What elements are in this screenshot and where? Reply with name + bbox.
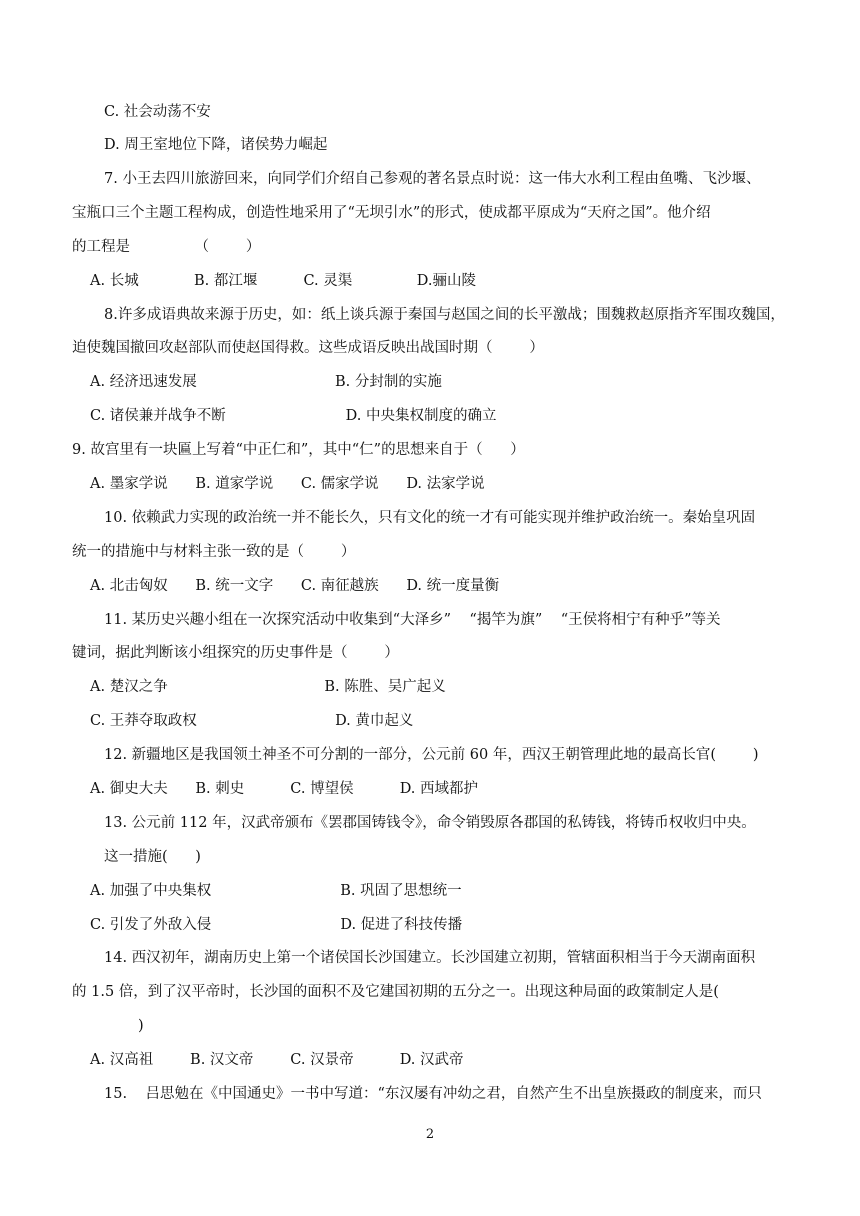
question-text: 这一措施( ) [104, 849, 201, 865]
options-line: C. 引发了外敌入侵 D. 促进了科技传播 [90, 917, 463, 933]
question-14: 14. 西汉初年，湖南历史上第一个诸侯国长沙国建立。长沙国建立初期，管辖面积相当于今天湖南面积 [104, 950, 756, 966]
question-text: 键词，据此判断该小组探究的历史事件是（ ） [72, 645, 399, 661]
question-text: 迫使魏国撤回攻赵部队而使赵国得救。这些成语反映出战国时期（ ） [72, 340, 544, 356]
question-15: 15. 吕思勉在《中国通史》一书中写道：“东汉屡有冲幼之君，自然产生不出皇族摄政的制度来，而只 [104, 1086, 762, 1102]
question-text: 统一的措施中与材料主张一致的是（ ） [72, 544, 356, 560]
question-13: 13. 公元前 112 年，汉武帝颁布《罢郡国铸钱令》，命令销毁原各郡国的私铸钱，将铸币权收归中央。 [104, 815, 756, 831]
question-7: 7. 小王去四川旅游回来，向同学们介绍自己参观的著名景点时说：这一伟大水利工程由鱼嘴、飞沙堰、 [104, 171, 761, 187]
question-9: 9. 故宫里有一块匾上写着“中正仁和”，其中“仁”的思想来自于（ ） [72, 442, 525, 458]
question-text: 宝瓶口三个主题工程构成，创造性地采用了“无坝引水”的形式，使成都平原成为“天府之国”。他介绍 [72, 205, 711, 221]
option-line: D. 周王室地位下降，诸侯势力崛起 [104, 137, 328, 153]
options-line: A. 御史大夫 B. 刺史 C. 博望侯 D. 西域都护 [90, 781, 479, 797]
question-text: 的 1.5 倍，到了汉平帝时，长沙国的面积不及它建国初期的五分之一。出现这种局面的政策制定人是( [72, 984, 719, 1000]
page-number: 2 [425, 1127, 435, 1142]
options-line: C. 诸侯兼并战争不断 D. 中央集权制度的确立 [90, 408, 497, 424]
options-line: A. 墨家学说 B. 道家学说 C. 儒家学说 D. 法家学说 [90, 476, 485, 492]
question-text: ) [138, 1018, 144, 1034]
question-text: 的工程是 （ ） [72, 239, 261, 255]
question-10: 10. 依赖武力实现的政治统一并不能长久，只有文化的统一才有可能实现并维护政治统一。秦始皇巩固 [104, 510, 756, 526]
options-line: A. 加强了中央集权 B. 巩固了思想统一 [90, 883, 462, 899]
option-line: C. 社会动荡不安 [104, 104, 211, 120]
options-line: A. 北击匈奴 B. 统一文字 C. 南征越族 D. 统一度量衡 [90, 578, 500, 594]
options-line: C. 王莽夺取政权 D. 黄巾起义 [90, 713, 414, 729]
question-8: 8.许多成语典故来源于历史，如：纸上谈兵源于秦国与赵国之间的长平激战；围魏救赵原指齐军围攻魏国， [104, 307, 785, 323]
options-line: A. 楚汉之争 B. 陈胜、吴广起义 [90, 679, 446, 695]
question-11: 11. 某历史兴趣小组在一次探究活动中收集到“大泽乡” “揭竿为旗” “王侯将相宁有种乎”等关 [104, 612, 721, 628]
options-line: A. 经济迅速发展 B. 分封制的实施 [90, 374, 442, 390]
options-line: A. 汉高祖 B. 汉文帝 C. 汉景帝 D. 汉武帝 [90, 1052, 464, 1068]
question-12: 12. 新疆地区是我国领土神圣不可分割的一部分，公元前 60 年，西汉王朝管理此地的最高长官( ) [104, 747, 759, 763]
options-line: A. 长城 B. 都江堰 C. 灵渠 D.骊山陵 [90, 273, 477, 289]
